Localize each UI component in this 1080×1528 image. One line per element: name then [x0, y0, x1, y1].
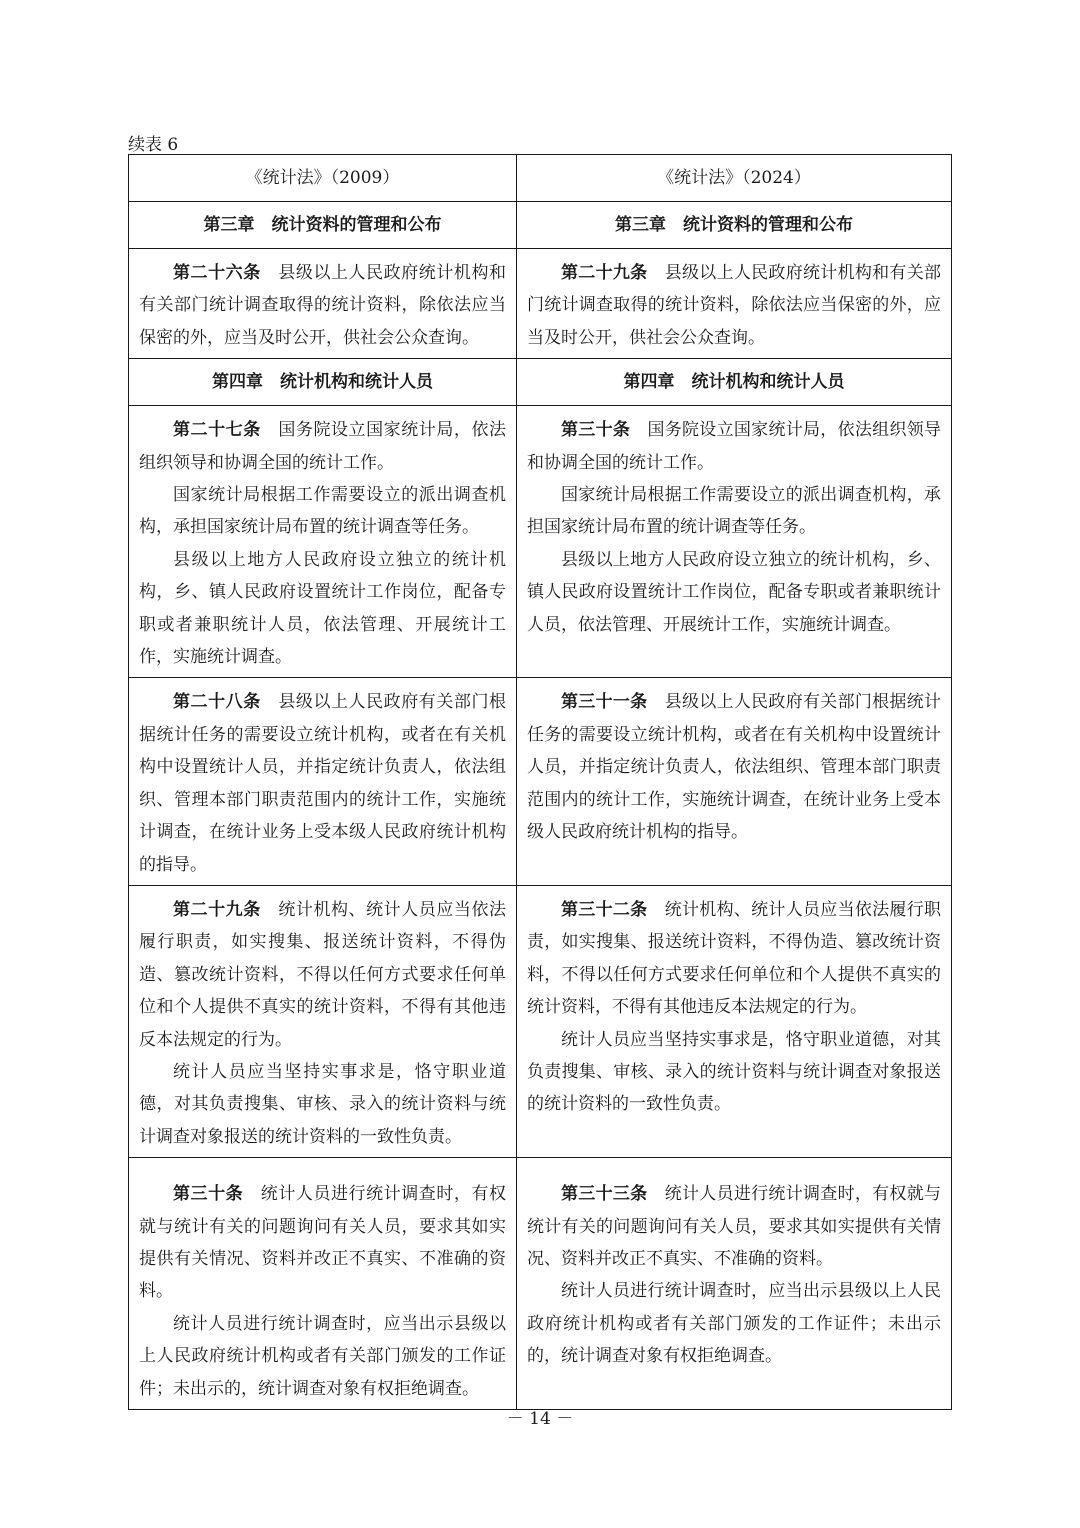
article-paragraph	[527, 686, 941, 848]
article-paragraph	[139, 1178, 506, 1308]
article-paragraph	[527, 544, 941, 641]
article-cell-right	[517, 885, 952, 1157]
article-text: 县级以上人民政府有关部门根据统计任务的需要设立统计机构，或者在有关机构中设置统计人员，并指定统计负责人，依法组织、管理本部门职责范围内的统计工作，实施统计调查，在统计业务上受本级人民政府统计机构的指导。	[139, 692, 507, 875]
article-number: 第三十条	[561, 420, 631, 441]
article-paragraph	[527, 1178, 941, 1275]
chapter-3-right: 第三章 统计资料的管理和公布	[517, 202, 952, 249]
chapter-row	[129, 202, 952, 249]
article-number: 第三十二条	[561, 899, 648, 920]
article-text: 统计人员应当坚持实事求是，恪守职业道德，对其负责搜集、审核、录入的统计资料与统计调查对象报送的统计资料的一致性负责。	[527, 1029, 941, 1115]
article-text: 县级以上地方人民政府设立独立的统计机构，乡、镇人民政府设置统计工作岗位，配备专职或者兼职统计人员，依法管理、开展统计工作，实施统计调查。	[139, 549, 506, 668]
article-paragraph	[139, 257, 506, 354]
article-paragraph	[139, 686, 506, 880]
article-paragraph	[527, 1024, 941, 1121]
article-row	[129, 1158, 952, 1410]
article-paragraph	[139, 414, 506, 479]
article-paragraph	[139, 894, 506, 1056]
article-text: 国务院设立国家统计局，依法组织领导和协调全国的统计工作。	[527, 420, 942, 473]
article-row	[129, 249, 952, 359]
article-paragraph	[527, 479, 941, 544]
chapter-3-left: 第三章 统计资料的管理和公布	[129, 202, 517, 249]
article-cell-right	[517, 406, 952, 678]
article-text: 统计机构、统计人员应当依法履行职责，如实搜集、报送统计资料，不得伪造、篡改统计资料，不得以任何方式要求任何单位和个人提供不真实的统计资料，不得有其他违反本法规定的行为。	[139, 899, 507, 1050]
article-paragraph	[527, 894, 941, 1024]
chapter-row	[129, 359, 952, 406]
article-cell-left	[129, 678, 517, 885]
article-number: 第二十六条	[173, 263, 261, 283]
article-paragraph	[139, 1308, 506, 1405]
article-paragraph	[139, 1056, 506, 1153]
article-number: 第二十九条	[561, 263, 648, 283]
comparison-table	[128, 154, 952, 1410]
article-number: 第三十一条	[561, 692, 648, 713]
article-row	[129, 885, 952, 1157]
article-cell-left	[129, 885, 517, 1157]
article-text: 县级以上人民政府统计机构和有关部门统计调查取得的统计资料，除依法应当保密的外，应当及时公开，供社会公众查询。	[527, 263, 942, 348]
table-header-row	[129, 155, 952, 202]
article-text: 统计机构、统计人员应当依法履行职责，如实搜集、报送统计资料，不得伪造、篡改统计资料，不得以任何方式要求任何单位和个人提供不真实的统计资料，不得有其他违反本法规定的行为。	[527, 899, 942, 1018]
article-text: 统计人员进行统计调查时，有权就与统计有关的问题询问有关人员，要求其如实提供有关情况、资料并改正不真实、不准确的资料。	[527, 1184, 942, 1269]
article-cell-left	[129, 406, 517, 678]
article-text: 县级以上地方人民政府设立独立的统计机构，乡、镇人民政府设置统计工作岗位，配备专职或者兼职统计人员，依法管理、开展统计工作，实施统计调查。	[527, 549, 941, 635]
page-number: － 14 －	[506, 1409, 574, 1429]
article-text: 统计人员进行统计调查时，有权就与统计有关的问题询问有关人员，要求其如实提供有关情况、资料并改正不真实、不准确的资料。	[139, 1184, 507, 1302]
header-2024: 《统计法》（2024）	[517, 155, 952, 202]
article-paragraph	[527, 257, 941, 354]
article-paragraph	[139, 544, 506, 674]
header-2009: 《统计法》（2009）	[129, 155, 517, 202]
article-text: 县级以上人民政府统计机构和有关部门统计调查取得的统计资料，除依法应当保密的外，应当及时公开，供社会公众查询。	[139, 263, 507, 348]
article-text: 国家统计局根据工作需要设立的派出调查机构，承担国家统计局布置的统计调查等任务。	[527, 485, 941, 538]
article-cell-right	[517, 1158, 952, 1410]
article-number: 第二十七条	[173, 420, 261, 441]
article-number: 第三十条	[173, 1184, 244, 1205]
article-row	[129, 406, 952, 678]
article-cell-left	[129, 249, 517, 359]
article-text: 国家统计局根据工作需要设立的派出调查机构，承担国家统计局布置的统计调查等任务。	[139, 485, 506, 538]
article-text: 统计人员应当坚持实事求是，恪守职业道德，对其负责搜集、审核、录入的统计资料与统计调查对象报送的统计资料的一致性负责。	[139, 1061, 506, 1147]
chapter-4-left: 第四章 统计机构和统计人员	[129, 359, 517, 406]
article-cell-right	[517, 678, 952, 885]
article-text: 统计人员进行统计调查时，应当出示县级以上人民政府统计机构或者有关部门颁发的工作证件；未出示的，统计调查对象有权拒绝调查。	[527, 1281, 941, 1367]
article-row	[129, 678, 952, 885]
table-caption: 续表 6	[128, 135, 179, 155]
article-text: 县级以上人民政府有关部门根据统计任务的需要设立统计机构，或者在有关机构中设置统计人员，并指定统计负责人，依法组织、管理本部门职责范围内的统计工作，实施统计调查，在统计业务上受本级人民政府统计机构的指导。	[527, 692, 942, 843]
chapter-4-right: 第四章 统计机构和统计人员	[517, 359, 952, 406]
article-number: 第三十三条	[561, 1184, 648, 1205]
article-paragraph	[527, 1275, 941, 1372]
article-text: 统计人员进行统计调查时，应当出示县级以上人民政府统计机构或者有关部门颁发的工作证件；未出示的，统计调查对象有权拒绝调查。	[139, 1313, 506, 1399]
article-number: 第二十九条	[173, 899, 261, 920]
article-cell-right	[517, 249, 952, 359]
article-text: 国务院设立国家统计局，依法组织领导和协调全国的统计工作。	[139, 420, 507, 473]
article-number: 第二十八条	[173, 692, 261, 713]
article-paragraph	[139, 479, 506, 544]
article-paragraph	[527, 414, 941, 479]
article-cell-left	[129, 1158, 517, 1410]
